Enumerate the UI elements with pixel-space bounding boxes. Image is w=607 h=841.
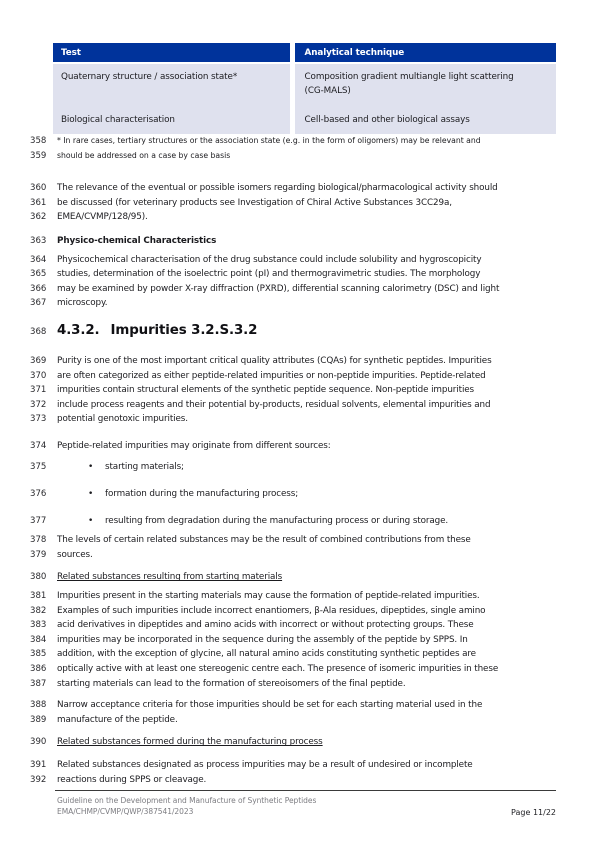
line-text: manufacture of the peptide. xyxy=(57,714,178,725)
line-text: reactions during SPPS or cleavage. xyxy=(57,774,207,785)
line-row xyxy=(0,487,607,502)
line-text: Related substances formed during the manufacturing process xyxy=(57,737,323,748)
line-row xyxy=(0,412,607,427)
table-header-row xyxy=(53,43,556,63)
line-text: studies, determination of the isoelectric point (pI) and thermogravimetric studies. The morphology xyxy=(57,269,481,280)
line-row xyxy=(0,677,607,692)
lines xyxy=(0,134,607,787)
line-text: potential genotoxic impurities. xyxy=(57,414,188,425)
table-row xyxy=(53,63,556,107)
footer-divider xyxy=(55,790,556,791)
technique-line: Cell-based and other biological assays xyxy=(304,115,470,125)
bullet-icon: • xyxy=(88,515,94,526)
line-text: impurities contain structural elements of the synthetic peptide sequence. Non-peptide impurities xyxy=(57,385,475,396)
line-row xyxy=(0,253,607,268)
line-number: 361 xyxy=(30,197,47,208)
line-number: 374 xyxy=(30,440,47,451)
line-text: optically active with at least one stereogenic centre each. The presence of isomeric impurities in these xyxy=(57,664,499,675)
line-number: 378 xyxy=(30,535,47,546)
line-number: 372 xyxy=(30,399,47,410)
footer-document-info xyxy=(57,796,316,817)
line-text: include process reagents and their potential by-products, residual solvents, elemental impurities and xyxy=(57,399,491,410)
line-row xyxy=(0,698,607,713)
line-row xyxy=(0,210,607,225)
line-row xyxy=(0,773,607,788)
line-text: Peptide-related impurities may originate from different sources: xyxy=(57,440,331,451)
footer-page-number: Page 11/22 xyxy=(511,808,556,817)
line-number: 384 xyxy=(30,634,47,645)
line-text: impurities may be incorporated in the sequence during the assembly of the peptide by SPPS. In xyxy=(57,634,468,645)
bullet-icon: • xyxy=(88,461,94,472)
line-text: acid derivatives in dipeptides and amino acids with incorrect or without protecting groups. These xyxy=(57,620,474,631)
line-row xyxy=(0,267,607,282)
line-number: 366 xyxy=(30,283,47,294)
line-text: Physicochemical characterisation of the drug substance could include solubility and hygroscopicity xyxy=(57,254,482,265)
line-number: 364 xyxy=(30,254,47,265)
line-number: 390 xyxy=(30,737,47,748)
bullet-text: formation during the manufacturing process; xyxy=(105,489,299,500)
bullet-text: starting materials; xyxy=(105,461,184,472)
line-number: 392 xyxy=(30,774,47,785)
line-row xyxy=(0,460,607,475)
table-cell-technique xyxy=(292,63,556,107)
line-number: 362 xyxy=(30,212,47,223)
table-row xyxy=(53,107,556,134)
bullet-icon: • xyxy=(88,489,94,500)
line-number: 367 xyxy=(30,298,47,309)
line-number: 379 xyxy=(30,549,47,560)
line-row xyxy=(0,149,607,164)
table-header-analytical-technique: Analytical technique xyxy=(292,43,556,63)
line-text: microscopy. xyxy=(57,298,108,309)
line-row xyxy=(0,548,607,563)
line-row xyxy=(0,633,607,648)
line-row xyxy=(0,282,607,297)
line-number: 375 xyxy=(30,461,47,472)
line-text: The relevance of the eventual or possible isomers regarding biological/pharmacological activity should xyxy=(57,183,498,194)
line-row xyxy=(0,735,607,750)
technique-line: (CG-MALS) xyxy=(304,86,351,96)
line-row xyxy=(0,369,607,384)
line-number: 369 xyxy=(30,355,47,366)
line-text: Impurities present in the starting materials may cause the formation of peptide-related impurities. xyxy=(57,591,480,602)
footer-reference-number: EMA/CHMP/CVMP/QWP/387541/2023 xyxy=(57,806,194,816)
table-cell-technique xyxy=(292,107,556,134)
line-number: 381 xyxy=(30,591,47,602)
line-number: 365 xyxy=(30,269,47,280)
line-number: 386 xyxy=(30,664,47,675)
line-row xyxy=(0,181,607,196)
line-number: 368 xyxy=(30,326,47,337)
line-number: 388 xyxy=(30,700,47,711)
footer xyxy=(57,796,556,817)
line-text: are often categorized as either peptide-related impurities or non-peptide impurities. Peptide-related xyxy=(57,370,486,381)
section-number: 4.3.2. xyxy=(57,322,100,338)
line-text: sources. xyxy=(57,549,93,560)
line-text: may be examined by powder X-ray diffraction (PXRD), differential scanning calorimetry (DSC) and light xyxy=(57,283,500,294)
line-row xyxy=(0,662,607,677)
line-text: addition, with the exception of glycine, all natural amino acids constituting synthetic peptides are xyxy=(57,649,476,660)
line-row xyxy=(0,439,607,454)
line-number: 359 xyxy=(30,150,47,161)
line-row xyxy=(0,134,607,149)
line-row xyxy=(0,618,607,633)
line-text: Physico-chemical Characteristics xyxy=(57,235,217,246)
line-row xyxy=(0,296,607,311)
line-number: 363 xyxy=(30,235,47,246)
line-number: 382 xyxy=(30,605,47,616)
line-row xyxy=(0,196,607,211)
line-text: * In rare cases, tertiary structures or the association state (e.g. in the form of oligomers) may be relevant and xyxy=(57,136,481,145)
line-text: Related substances designated as process impurities may be a result of undesired or incomplete xyxy=(57,760,473,770)
line-row xyxy=(0,514,607,529)
table-header-test: Test xyxy=(53,43,292,63)
line-number: 376 xyxy=(30,489,47,500)
line-number: 391 xyxy=(30,760,47,770)
line-row xyxy=(0,713,607,728)
line-text: Examples of such impurities include incorrect enantiomers, β-Ala residues, dipeptides, single amino xyxy=(57,605,486,616)
line-text: Related substances resulting from starting materials xyxy=(57,572,283,583)
line-number: 358 xyxy=(30,136,47,146)
line-number: 383 xyxy=(30,620,47,631)
line-text: be discussed (for veterinary products see Investigation of Chiral Active Substances 3CC29a, xyxy=(57,197,452,208)
line-row xyxy=(0,533,607,548)
technique-line: Composition gradient multiangle light scattering xyxy=(304,72,514,82)
line-number: 360 xyxy=(30,183,47,194)
line-number: 387 xyxy=(30,678,47,689)
line-number: 371 xyxy=(30,385,47,396)
line-number: 377 xyxy=(30,515,47,526)
bullet-text: resulting from degradation during the manufacturing process or during storage. xyxy=(105,515,449,526)
section-title: Impurities 3.2.S.3.2 xyxy=(110,322,258,338)
line-text: EMEA/CVMP/128/95). xyxy=(57,212,148,223)
line-row xyxy=(0,570,607,585)
line-number: 373 xyxy=(30,414,47,425)
line-row xyxy=(0,383,607,398)
line-row xyxy=(0,589,607,604)
line-row xyxy=(0,321,607,342)
line-number: 389 xyxy=(30,714,47,725)
line-row xyxy=(0,234,607,249)
line-row xyxy=(0,354,607,369)
line-row xyxy=(0,758,607,773)
line-text: starting materials can lead to the formation of stereoisomers of the final peptide. xyxy=(57,678,406,689)
line-row xyxy=(0,604,607,619)
analytical-technique-table xyxy=(53,43,556,134)
line-text: should be addressed on a case by case basis xyxy=(57,150,231,160)
table-cell-test: Biological characterisation xyxy=(53,107,292,134)
footer-guideline-title: Guideline on the Development and Manufacture of Synthetic Peptides xyxy=(57,796,317,805)
line-number: 370 xyxy=(30,370,47,381)
line-text: The levels of certain related substances may be the result of combined contributions from these xyxy=(57,535,471,546)
line-row xyxy=(0,398,607,413)
line-number: 385 xyxy=(30,649,47,660)
line-number: 380 xyxy=(30,572,47,583)
line-text: Narrow acceptance criteria for those impurities should be set for each starting material used in the xyxy=(57,700,483,711)
line-text: Purity is one of the most important critical quality attributes (CQAs) for synthetic peptides. Impurities xyxy=(57,355,492,366)
line-row xyxy=(0,647,607,662)
table-cell-test: Quaternary structure / association state* xyxy=(53,63,292,107)
